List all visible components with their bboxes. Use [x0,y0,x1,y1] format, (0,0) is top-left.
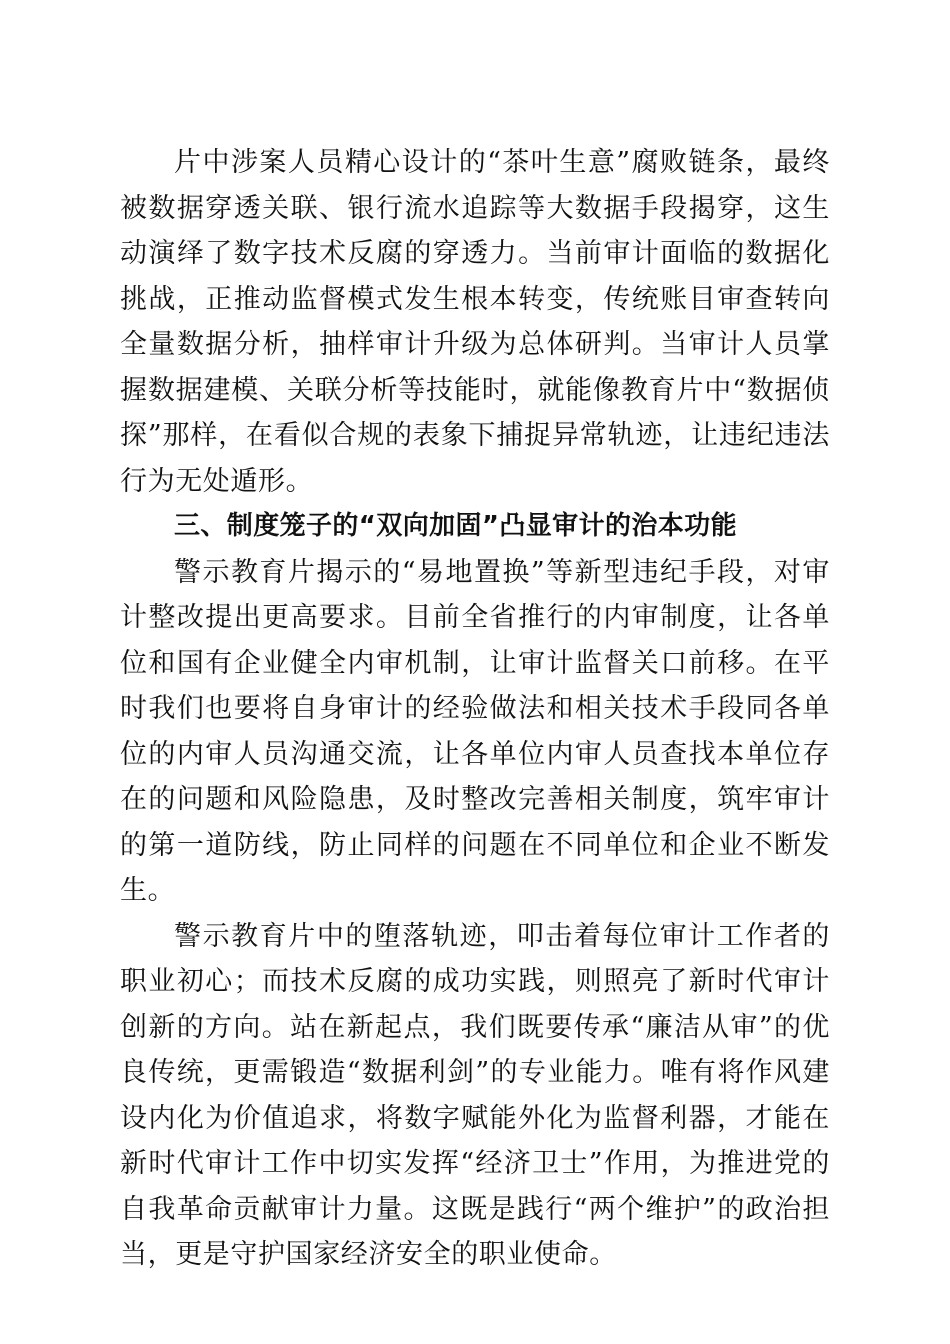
paragraph-data-penetration: 片中涉案人员精心设计的“茶叶生意”腐败链条，最终被数据穿透关联、银行流水追踪等大数据手段揭穿，这生动演绎了数字技术反腐的穿透力。当前审计面临的数据化挑战，正推动监督模式发生根本转变，传统账目审查转向全量数据分析，抽样审计升级为总体研判。当审计人员掌握数据建模、关联分析等技能时，就能像教育片中“数据侦探”那样，在看似合规的表象下捕捉异常轨迹，让违纪违法行为无处遁形。 [120,147,830,497]
paragraph-conclusion: 警示教育片中的堕落轨迹，叩击着每位审计工作者的职业初心；而技术反腐的成功实践，则照亮了新时代审计创新的方向。站在新起点，我们既要传承“廉洁从审”的优良传统，更需锻造“数据利剑”的专业能力。唯有将作风建设内化为价值追求，将数字赋能外化为监督利器，才能在新时代审计工作中切实发挥“经济卫士”作用，为推进党的自我革命贡献审计力量。这既是践行“两个维护”的政治担当，更是守护国家经济安全的职业使命。 [120,920,830,1270]
document-page [120,140,830,1278]
section-heading-3: 三、制度笼子的“双向加固”凸显审计的治本功能 [174,511,737,541]
paragraph-internal-audit: 警示教育片揭示的“易地置换”等新型违纪手段，对审计整改提出更高要求。目前全省推行的内审制度，让各单位和国有企业健全内审机制，让审计监督关口前移。在平时我们也要将自身审计的经验做法和相关技术手段同各单位的内审人员沟通交流，让各单位内审人员查找本单位存在的问题和风险隐患，及时整改完善相关制度，筑牢审计的第一道防线，防止同样的问题在不同单位和企业不断发生。 [120,556,830,906]
